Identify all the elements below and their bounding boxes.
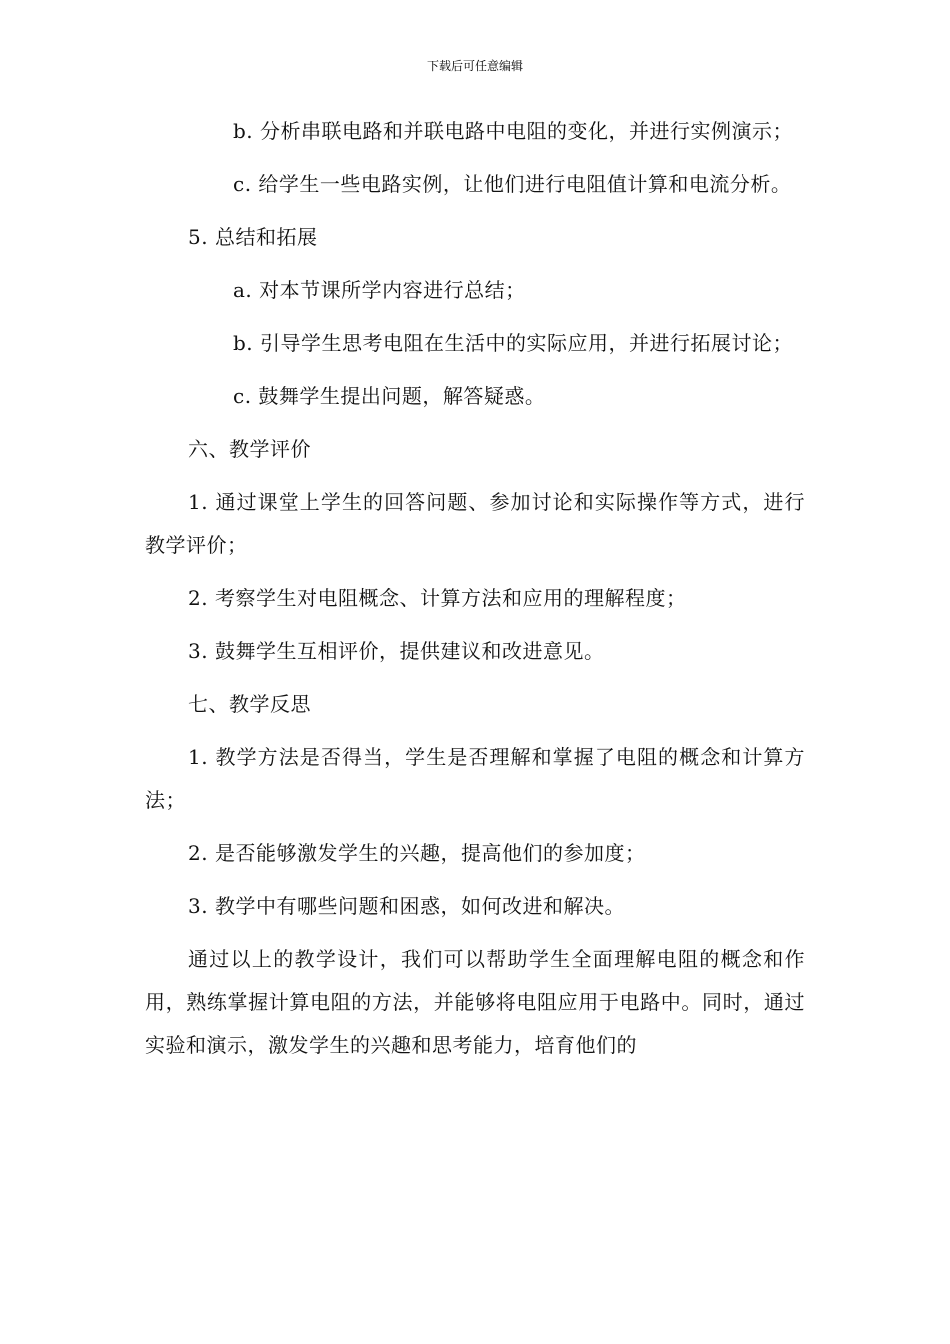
conclusion-paragraph: 通过以上的教学设计，我们可以帮助学生全面理解电阻的概念和作用，熟练掌握计算电阻的方法，并能够将电阻应用于电路中。同时，通过实验和演示，激发学生的兴趣和思考能力，培育他们的 <box>145 947 805 1057</box>
paragraph-b-applications: b. 引导学生思考电阻在生活中的实际应用，并进行拓展讨论； <box>233 331 794 355</box>
paragraph-c-circuit-examples: c. 给学生一些电路实例，让他们进行电阻值计算和电流分析。 <box>233 172 792 196</box>
paragraph-c-questions: c. 鼓舞学生提出问题，解答疑惑。 <box>233 384 546 408</box>
section-5-heading: 5. 总结和拓展 <box>188 225 318 249</box>
paragraph-b-series-parallel: b. 分析串联电路和并联电路中电阻的变化，并进行实例演示； <box>233 119 794 143</box>
evaluation-item-1: 1. 通过课堂上学生的回答问题、参加讨论和实际操作等方式，进行教学评价； <box>145 490 805 557</box>
paragraph-a-summary: a. 对本节课所学内容进行总结； <box>233 278 526 302</box>
section-7-heading: 七、教学反思 <box>188 692 311 716</box>
reflection-item-1: 1. 教学方法是否得当，学生是否理解和掌握了电阻的概念和计算方法； <box>145 745 805 812</box>
document-body <box>145 110 805 1077</box>
section-6-heading: 六、教学评价 <box>188 437 311 461</box>
page-header: 下载后可任意编辑 <box>426 59 523 73</box>
reflection-item-3: 3. 教学中有哪些问题和困惑，如何改进和解决。 <box>188 894 625 918</box>
reflection-item-2: 2. 是否能够激发学生的兴趣，提高他们的参加度； <box>188 841 646 865</box>
evaluation-item-3: 3. 鼓舞学生互相评价，提供建议和改进意见。 <box>188 639 605 663</box>
evaluation-item-2: 2. 考察学生对电阻概念、计算方法和应用的理解程度； <box>188 586 687 610</box>
